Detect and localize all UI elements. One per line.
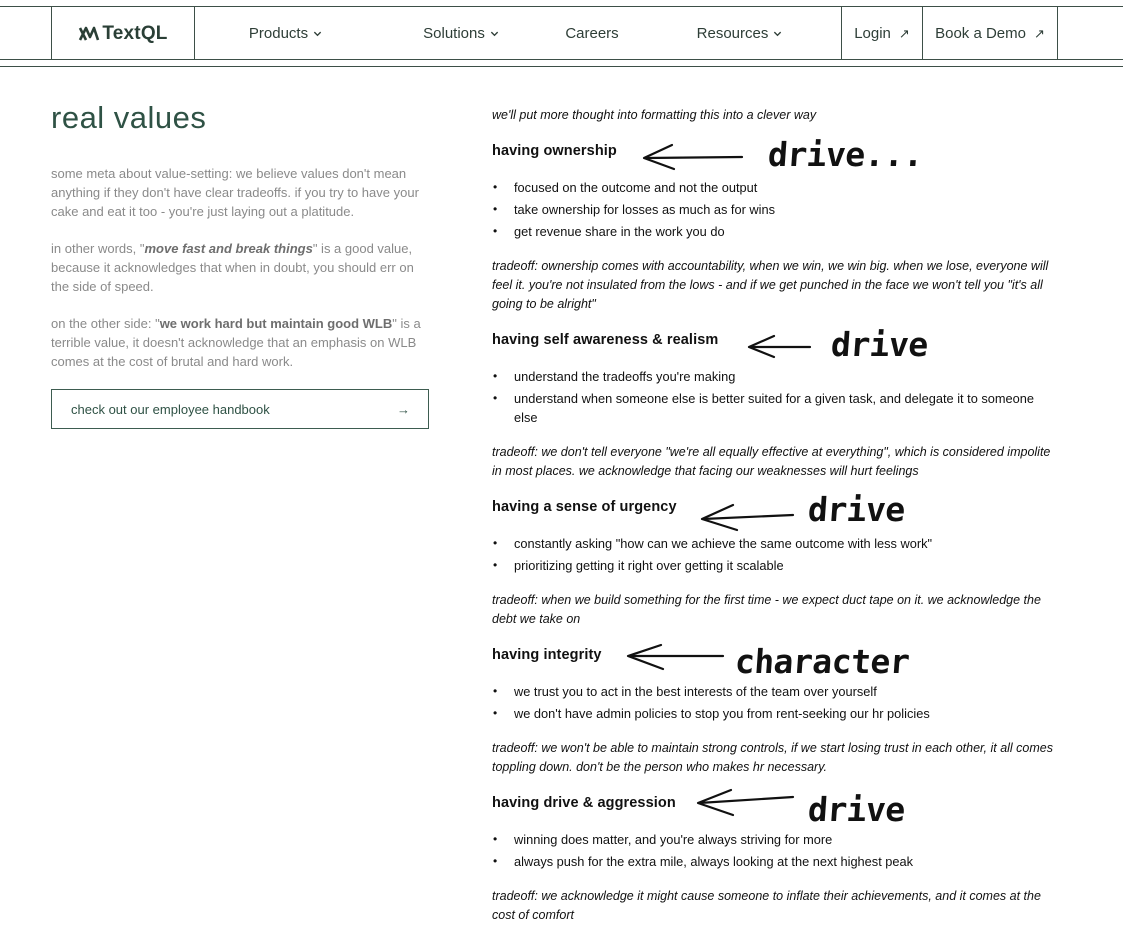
list-item: • understand the tradeoffs you're making xyxy=(492,367,1052,386)
value-heading: having drive & aggression xyxy=(492,795,676,811)
value-tradeoff: tradeoff: when we build something for the first time - we expect duct tape on it. we acknowledge the debt we take on xyxy=(492,593,1041,626)
formatting-note: we'll put more thought into formatting this into a clever way xyxy=(492,108,817,122)
login-label: Login xyxy=(854,25,891,42)
nav-divider xyxy=(0,66,1123,67)
list-item: • we trust you to act in the best interests of the team over yourself xyxy=(492,682,1052,701)
p2-emphasis: move fast and break things xyxy=(144,241,313,256)
value-tradeoff: tradeoff: ownership comes with accountability, when we win, we win big. when we lose, everyone will feel it. you're not insulated from the lows - and if we get punched in the face we won't tell you "it's all going to be alright" xyxy=(492,259,1049,311)
external-link-icon: ↗ xyxy=(898,25,910,41)
list-item: • always push for the extra mile, always looking at the next highest peak xyxy=(492,852,1052,871)
list-item: • we don't have admin policies to stop you from rent-seeking our hr policies xyxy=(492,704,1052,723)
page-title: real values xyxy=(51,100,207,135)
hand-drawn-arrow-icon xyxy=(697,502,797,534)
p2-post: " is a good value, because it acknowledges that when in doubt, you should err on the side of speed. xyxy=(51,241,414,294)
login-button[interactable] xyxy=(841,7,922,60)
value-bullets xyxy=(492,682,1052,726)
value-annotation: drive... xyxy=(766,135,925,174)
value-tradeoff: tradeoff: we don't tell everyone "we're all equally effective at everything", which is considered impolite in most places. we acknowledge that facing our weaknesses will hurt feelings xyxy=(492,445,1051,478)
intro-column xyxy=(51,100,431,417)
external-link-icon: ↗ xyxy=(1033,25,1045,41)
value-heading: having ownership xyxy=(492,143,617,159)
list-item: • take ownership for losses as much as for wins xyxy=(492,200,1052,219)
list-item: • constantly asking "how can we achieve the same outcome with less work" xyxy=(492,534,1052,553)
nav-solutions[interactable] xyxy=(376,7,546,60)
p3-pre: on the other side: " xyxy=(51,316,160,331)
chevron-down-icon xyxy=(490,29,499,38)
good-value-paragraph xyxy=(51,239,431,296)
value-annotation: drive xyxy=(806,790,907,829)
hand-drawn-arrow-icon xyxy=(623,642,727,672)
list-item: • prioritizing getting it right over getting it scalable xyxy=(492,556,1052,575)
value-tradeoff: tradeoff: we won't be able to maintain strong controls, if we start losing trust in each other, it all comes toppling down. don't be the person who makes hr necessary. xyxy=(492,741,1053,774)
nav-resources-label: Resources xyxy=(696,25,769,42)
top-navigation xyxy=(0,6,1123,60)
bad-value-paragraph xyxy=(51,314,431,371)
value-bullets xyxy=(492,178,1052,244)
handbook-label: check out our employee handbook xyxy=(71,401,270,417)
book-demo-label: Book a Demo xyxy=(935,25,1026,42)
nav-careers[interactable] xyxy=(546,7,638,60)
value-bullets xyxy=(492,367,1052,430)
logo-text: TextQL xyxy=(102,22,168,44)
nav-resources[interactable] xyxy=(638,7,841,60)
employee-handbook-button[interactable] xyxy=(51,389,429,429)
nav-solutions-label: Solutions xyxy=(423,25,485,42)
nav-careers-label: Careers xyxy=(565,25,619,42)
p2-pre: in other words, " xyxy=(51,241,145,256)
hand-drawn-arrow-icon xyxy=(744,333,816,361)
value-annotation: character xyxy=(733,642,911,681)
value-tradeoff: tradeoff: we acknowledge it might cause someone to inflate their achievements, and it comes at the cost of comfort xyxy=(492,889,1041,922)
value-heading: having self awareness & realism xyxy=(492,332,719,348)
nav-products[interactable] xyxy=(195,7,376,60)
list-item: • focused on the outcome and not the output xyxy=(492,178,1052,197)
list-item: • winning does matter, and you're always striving for more xyxy=(492,830,1052,849)
arrow-right-icon: → xyxy=(397,401,410,417)
value-bullets xyxy=(492,830,1052,874)
value-bullets xyxy=(492,534,1052,578)
value-annotation: drive xyxy=(829,325,930,364)
chevron-down-icon xyxy=(313,29,322,38)
p3-emphasis: we work hard but maintain good WLB xyxy=(159,316,393,331)
p3-post: " is a terrible value, it doesn't acknowledge that an emphasis on WLB comes at the cost of brutal and hard work. xyxy=(51,316,421,369)
value-annotation: drive xyxy=(806,490,907,529)
value-heading: having a sense of urgency xyxy=(492,499,677,515)
nav-products-label: Products xyxy=(248,25,309,42)
logo[interactable] xyxy=(51,7,195,60)
hand-drawn-arrow-icon xyxy=(693,788,797,820)
value-heading: having integrity xyxy=(492,647,602,663)
list-item: • understand when someone else is better suited for a given task, and delegate it to someone else xyxy=(492,389,1052,427)
hand-drawn-arrow-icon xyxy=(638,142,748,172)
list-item: • get revenue share in the work you do xyxy=(492,222,1052,241)
intro-paragraph: some meta about value-setting: we believe values don't mean anything if they don't have clear tradeoffs. if you try to have your cake and eat it too - you're just laying out a platitude. xyxy=(51,166,419,219)
book-demo-button[interactable] xyxy=(922,7,1058,60)
textql-logo-icon xyxy=(78,25,100,43)
chevron-down-icon xyxy=(773,29,782,38)
